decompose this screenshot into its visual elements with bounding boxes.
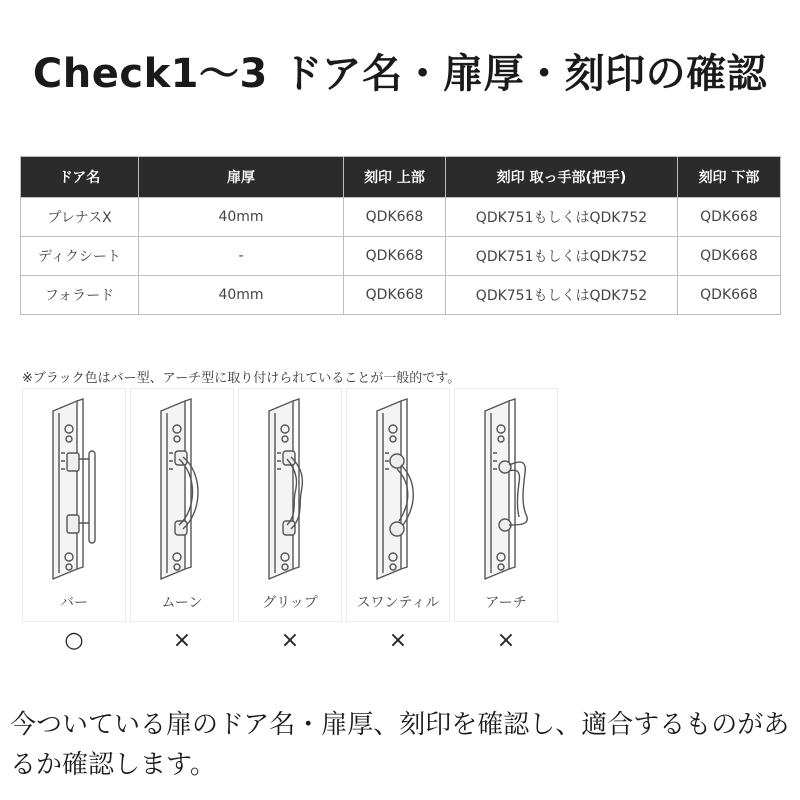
handle-card-swan bbox=[346, 388, 450, 622]
table-cell: QDK751もしくはQDK752 bbox=[446, 276, 678, 315]
compat-mark-grip: × bbox=[280, 628, 300, 653]
header-stamp-top: 刻印 上部 bbox=[344, 157, 446, 198]
table-cell: 40mm bbox=[139, 276, 344, 315]
spec-table bbox=[20, 156, 781, 315]
table-cell: QDK668 bbox=[678, 198, 781, 237]
handle-gallery bbox=[22, 388, 562, 624]
table-cell: QDK668 bbox=[344, 276, 446, 315]
header-stamp-handle: 刻印 取っ手部(把手) bbox=[446, 157, 678, 198]
handle-label: スワンティル bbox=[356, 595, 440, 611]
table-header-row bbox=[21, 157, 781, 198]
handle-card-arch bbox=[454, 388, 558, 622]
table-cell: QDK668 bbox=[678, 276, 781, 315]
note-text: ※ブラック色はバー型、アーチ型に取り付けられていることが一般的です。 bbox=[22, 371, 461, 386]
table-cell: QDK668 bbox=[344, 198, 446, 237]
handle-label: バー bbox=[60, 595, 88, 611]
compat-mark-swan: × bbox=[388, 628, 408, 653]
table-cell: ディクシート bbox=[21, 237, 139, 276]
header-thickness: 扉厚 bbox=[139, 157, 344, 198]
table-cell: プレナスX bbox=[21, 198, 139, 237]
swan-handle-icon bbox=[355, 393, 443, 589]
table-row bbox=[21, 198, 781, 237]
handle-card-grip bbox=[238, 388, 342, 622]
compat-mark-bar: ○ bbox=[64, 628, 84, 653]
handle-card-bar bbox=[22, 388, 126, 622]
header-door-name: ドア名 bbox=[21, 157, 139, 198]
compat-mark-moon: × bbox=[172, 628, 192, 653]
handle-card-moon bbox=[130, 388, 234, 622]
table-cell: - bbox=[139, 237, 344, 276]
table-cell: 40mm bbox=[139, 198, 344, 237]
table-cell: QDK668 bbox=[678, 237, 781, 276]
table-row bbox=[21, 276, 781, 315]
table-cell: QDK751もしくはQDK752 bbox=[446, 237, 678, 276]
header-stamp-bottom: 刻印 下部 bbox=[678, 157, 781, 198]
instruction-text: 今ついている扉のドア名・扉厚、刻印を確認し、適合するものがあるか確認します。 bbox=[10, 710, 790, 780]
table-row bbox=[21, 237, 781, 276]
table-cell: QDK668 bbox=[344, 237, 446, 276]
moon-handle-icon bbox=[139, 393, 227, 589]
handle-label: ムーン bbox=[161, 595, 203, 611]
bar-handle-icon bbox=[31, 393, 119, 589]
handle-label: アーチ bbox=[485, 595, 527, 611]
arch-handle-icon bbox=[463, 393, 551, 589]
table-cell: QDK751もしくはQDK752 bbox=[446, 198, 678, 237]
page-title: Check1～3 ドア名・扉厚・刻印の確認 bbox=[32, 51, 768, 97]
handle-label: グリップ bbox=[262, 595, 318, 611]
grip-handle-icon bbox=[247, 393, 335, 589]
compat-mark-arch: × bbox=[496, 628, 516, 653]
table-cell: フォラード bbox=[21, 276, 139, 315]
